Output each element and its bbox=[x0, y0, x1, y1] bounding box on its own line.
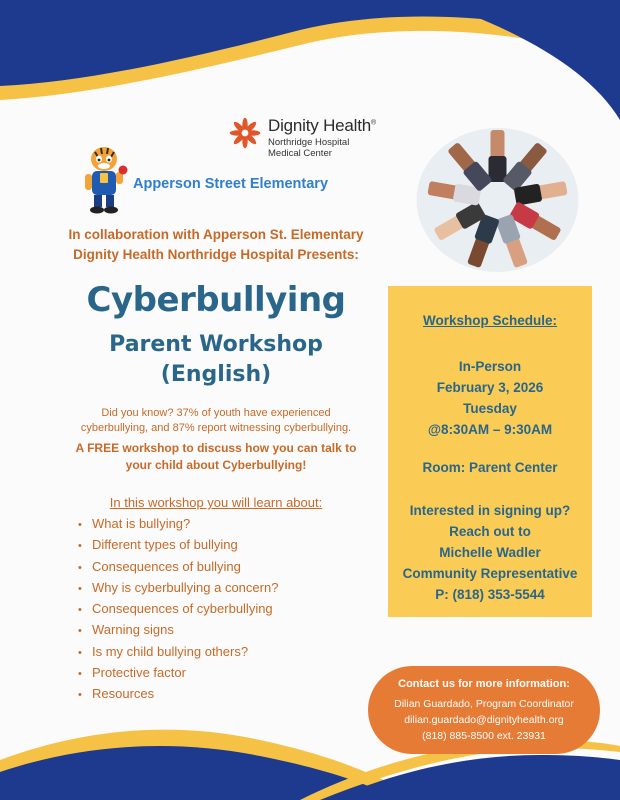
list-item: • Is my child bullying others? bbox=[78, 642, 278, 663]
schedule-box bbox=[388, 286, 592, 617]
schedule-time: @8:30AM – 9:30AM bbox=[427, 422, 553, 437]
learn-topics-list bbox=[78, 514, 278, 706]
collaboration-text: In collaboration with Apperson St. Elementary Dignity Health Northridge Hospital Presents: bbox=[68, 227, 364, 262]
dignity-health-subtitle: Northridge Hospital Medical Center bbox=[268, 137, 350, 159]
list-item: • Why is cyberbullying a concern? bbox=[78, 578, 278, 599]
schedule-room: Room: Parent Center bbox=[422, 460, 558, 475]
schedule-day: Tuesday bbox=[463, 401, 517, 416]
workshop-title: Cyberbullying bbox=[86, 280, 346, 320]
signup-contact: Interested in signing up? Reach out to Michelle Wadler Community Representative P: (818) 353-5544 bbox=[402, 503, 578, 602]
list-item: • What is bullying? bbox=[78, 514, 278, 535]
contact-info-box bbox=[368, 666, 600, 754]
list-item: • Warning signs bbox=[78, 620, 278, 641]
dignity-health-logo bbox=[228, 114, 388, 164]
dignity-health-star-icon bbox=[228, 116, 262, 150]
contact-heading: Contact us for more information: bbox=[398, 678, 570, 690]
list-item: • Resources bbox=[78, 684, 278, 705]
contact-email: dilian.guardado@dignityhealth.org bbox=[404, 714, 564, 726]
school-name: Apperson Street Elementary bbox=[133, 176, 329, 192]
dignity-health-brand: Dignity Health® bbox=[268, 116, 376, 135]
schedule-mode: In-Person bbox=[458, 359, 522, 374]
contact-phone: (818) 885-8500 ext. 23931 bbox=[422, 730, 546, 742]
list-item: • Different types of bullying bbox=[78, 535, 278, 556]
learn-heading: In this workshop you will learn about: bbox=[109, 495, 323, 510]
phones-circle-photo bbox=[416, 128, 579, 272]
contact-name: Dilian Guardado, Program Coordinator bbox=[394, 698, 574, 710]
list-item: • Consequences of cyberbullying bbox=[78, 599, 278, 620]
list-item: • Consequences of bullying bbox=[78, 557, 278, 578]
contact-details bbox=[368, 696, 600, 744]
statistics-text: Did you know? 37% of youth have experienced cyberbullying, and 87% report witnessing cyberbullying. bbox=[80, 407, 352, 434]
workshop-subtitle: Parent Workshop (English) bbox=[109, 332, 323, 387]
schedule-details bbox=[388, 356, 592, 440]
free-workshop-text: A FREE workshop to discuss how you can talk to your child about Cyberbullying! bbox=[75, 441, 357, 472]
list-item: • Protective factor bbox=[78, 663, 278, 684]
schedule-date: February 3, 2026 bbox=[436, 380, 544, 395]
tiger-mascot-icon bbox=[78, 142, 132, 216]
schedule-heading: Workshop Schedule: bbox=[422, 313, 558, 328]
